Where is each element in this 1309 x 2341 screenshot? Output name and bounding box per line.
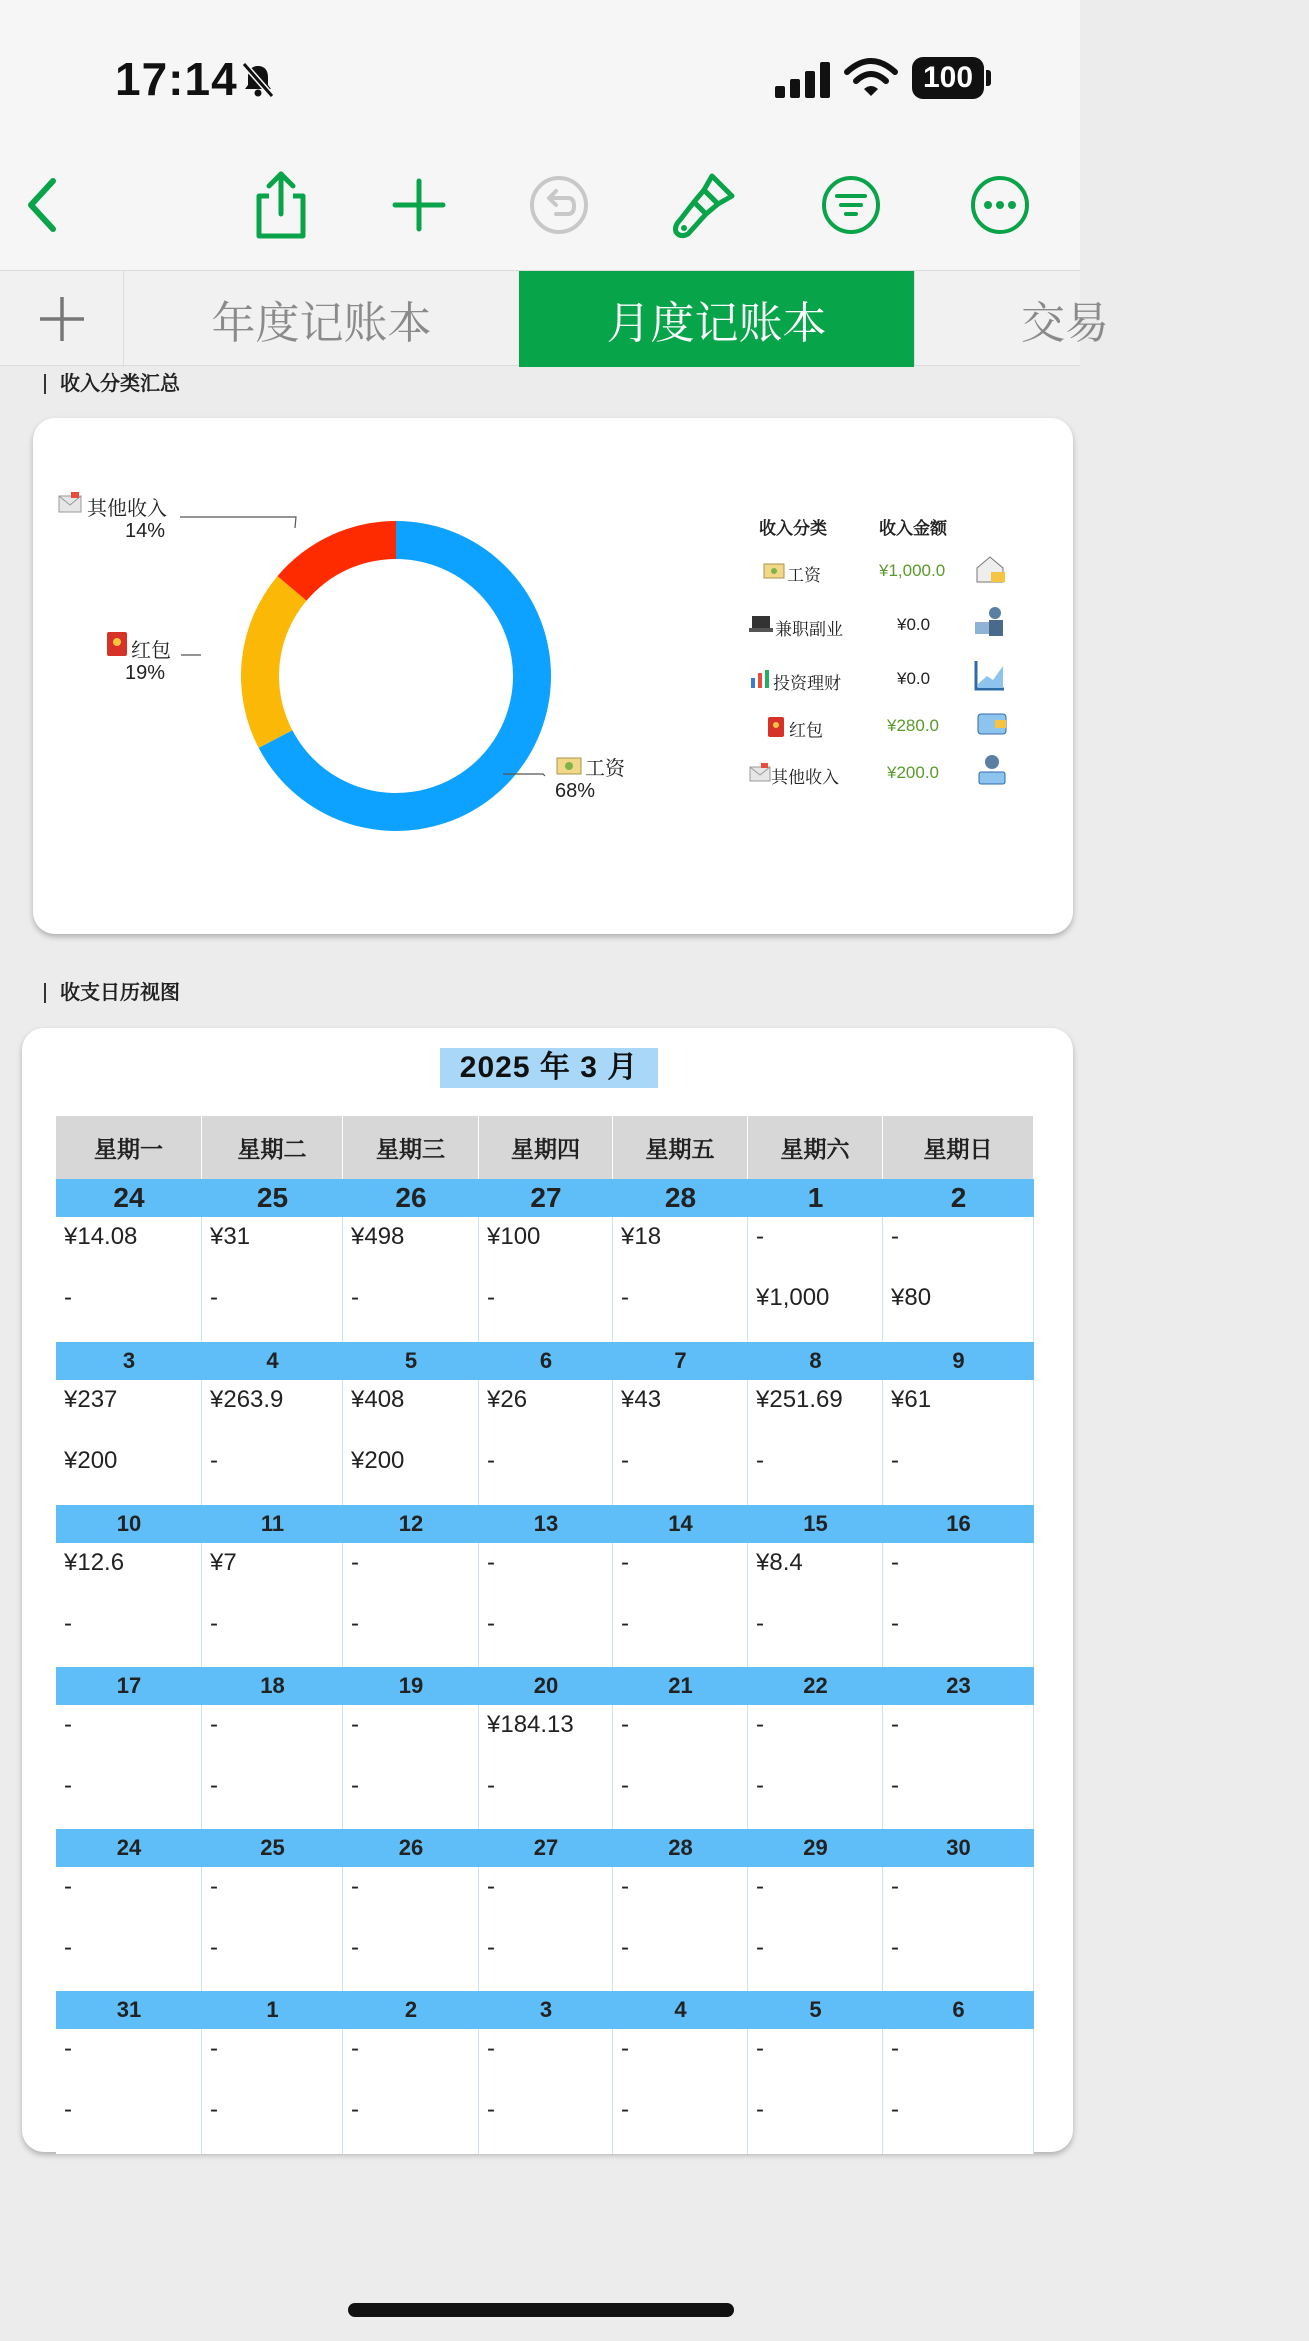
chart-label-name: 其他收入 [87,498,167,520]
day-expense: - [210,2035,218,2062]
day-income: - [210,1934,218,1961]
plus-icon [391,177,447,233]
day-expense: - [756,1223,764,1250]
calendar-day-cell[interactable] [883,1543,1034,1668]
calendar-date[interactable]: 13 [479,1505,613,1543]
day-income: - [64,1934,72,1961]
status-bar [0,0,1080,150]
weekday-header: 星期五 [613,1116,748,1179]
day-income: - [487,1447,495,1474]
tab-transactions[interactable]: 交易 [914,271,1309,367]
day-expense: ¥7 [210,1549,237,1576]
plus-icon [37,294,87,344]
calendar-day-cell[interactable] [748,1380,883,1505]
chart-label-pct: 14% [125,520,166,542]
day-income: - [891,1772,899,1799]
calendar-date[interactable]: 11 [202,1505,343,1543]
day-expense: ¥237 [64,1386,118,1413]
calendar-day-cell[interactable] [202,1543,343,1668]
calendar-date[interactable]: 2 [883,1179,1034,1217]
day-expense: - [621,1711,629,1738]
calendar-day-cell[interactable] [343,1217,479,1342]
share-button[interactable] [246,170,316,240]
add-sheet-button[interactable] [0,271,124,367]
day-income: - [351,1934,359,1961]
filter-button[interactable] [816,170,886,240]
wallet-icon [975,704,1009,738]
calendar-day-cell[interactable] [479,1705,613,1830]
table-header-category: 收入分类 [759,519,827,538]
calendar-day-cell[interactable] [479,1380,613,1505]
back-button[interactable] [6,170,76,240]
day-income: - [891,1610,899,1637]
day-income: - [621,1772,629,1799]
day-expense: ¥100 [487,1223,541,1250]
income-category: 投资理财 [773,674,841,693]
calendar-day-cell[interactable] [613,1705,748,1830]
weekday-header: 星期二 [202,1116,343,1179]
day-expense: - [487,1549,495,1576]
calendar-day-cell[interactable] [883,1705,1034,1830]
day-income: - [756,1447,764,1474]
calendar-date[interactable]: 24 [56,1179,202,1217]
income-section-title: 收入分类汇总 [44,374,180,394]
day-income: ¥200 [351,1447,405,1474]
day-income: - [64,1284,72,1311]
day-income: - [756,2096,764,2123]
calendar-date[interactable]: 30 [883,1829,1034,1867]
calendar-day-cell[interactable] [56,1867,202,1992]
calendar-day-cell[interactable] [56,1705,202,1830]
calendar-date[interactable]: 7 [613,1342,748,1380]
calendar-day-cell[interactable] [883,1867,1034,1992]
calendar-date[interactable]: 14 [613,1505,748,1543]
day-income: - [756,1610,764,1637]
calendar-date[interactable]: 16 [883,1505,1034,1543]
day-income: ¥200 [64,1447,118,1474]
day-income: - [891,1447,899,1474]
income-category: 工资 [787,566,821,585]
more-icon [969,174,1031,236]
day-expense: - [210,1711,218,1738]
calendar-day-cell[interactable] [479,1217,613,1342]
calendar-day-cell[interactable] [748,1867,883,1992]
day-expense: ¥31 [210,1223,251,1250]
day-expense: - [891,1223,899,1250]
table-header-amount: 收入金额 [879,519,947,538]
income-amount: ¥200.0 [887,763,939,782]
office-worker-icon [973,604,1007,638]
undo-icon [528,174,590,236]
day-expense: - [891,1549,899,1576]
day-expense: ¥263.9 [210,1386,284,1413]
calendar-day-cell[interactable] [343,1705,479,1830]
calendar-date[interactable]: 5 [748,1991,883,2029]
calendar-date[interactable]: 20 [479,1667,613,1705]
house-money-icon [973,552,1007,586]
calendar-day-cell[interactable] [56,1543,202,1668]
calendar-date[interactable]: 27 [479,1179,613,1217]
calendar-month-title: 2025 年 3 月 [440,1048,658,1088]
day-expense: - [756,1873,764,1900]
share-icon [251,170,311,240]
calendar-day-cell[interactable] [479,1867,613,1992]
calendar-date[interactable]: 6 [479,1342,613,1380]
weekday-header: 星期四 [479,1116,613,1179]
day-expense: ¥8.4 [756,1549,803,1576]
calendar-date[interactable]: 4 [202,1342,343,1380]
calendar-day-cell[interactable] [748,2029,883,2154]
calendar-day-cell[interactable] [883,1380,1034,1505]
day-income: - [351,1772,359,1799]
laptop-icon [749,614,773,634]
person-laptop-icon [975,752,1009,786]
day-expense: - [351,1711,359,1738]
calendar-date[interactable]: 10 [56,1505,202,1543]
calendar-date[interactable]: 19 [343,1667,479,1705]
day-expense: - [756,1711,764,1738]
chart-label-pct: 19% [125,662,166,684]
envelope-icon [57,490,83,516]
calendar-day-cell[interactable] [748,1543,883,1668]
calendar-day-cell[interactable] [479,1543,613,1668]
day-expense: - [210,1873,218,1900]
calendar-date[interactable]: 24 [56,1829,202,1867]
day-expense: ¥184.13 [487,1711,574,1738]
home-indicator [348,2303,734,2317]
day-expense: - [64,2035,72,2062]
day-income: ¥1,000 [756,1284,830,1311]
day-expense: - [351,2035,359,2062]
calendar-day-cell[interactable] [56,2029,202,2154]
day-expense: ¥26 [487,1386,528,1413]
day-income: - [621,1447,629,1474]
calendar-date[interactable]: 2 [343,1991,479,2029]
calendar-day-cell[interactable] [613,2029,748,2154]
income-card [33,418,1073,934]
calendar-date[interactable]: 8 [748,1342,883,1380]
day-expense: ¥408 [351,1386,405,1413]
income-category: 兼职副业 [775,620,843,639]
day-income: - [621,1610,629,1637]
calendar-date[interactable]: 1 [748,1179,883,1217]
calendar-date[interactable]: 26 [343,1179,479,1217]
calendar-day-cell[interactable] [479,2029,613,2154]
day-income: - [621,1284,629,1311]
calendar-day-cell[interactable] [202,1867,343,1992]
day-income: - [891,1934,899,1961]
calendar-date[interactable]: 28 [613,1829,748,1867]
day-income: - [64,1610,72,1637]
red-envelope-icon [105,630,129,658]
filter-icon [820,174,882,236]
day-income: - [487,2096,495,2123]
weekday-header: 星期日 [883,1116,1034,1179]
calendar-date[interactable]: 3 [479,1991,613,2029]
red-envelope-icon [767,716,785,738]
calendar-date[interactable]: 3 [56,1342,202,1380]
calendar-date[interactable]: 28 [613,1179,748,1217]
cash-icon [555,754,583,778]
day-expense: - [891,2035,899,2062]
day-expense: - [621,1549,629,1576]
day-expense: ¥43 [621,1386,662,1413]
day-income: - [210,1284,218,1311]
weekday-header: 星期一 [56,1116,202,1179]
chart-label-name: 红包 [131,640,171,662]
calendar-date[interactable]: 23 [883,1667,1034,1705]
add-button[interactable] [384,170,454,240]
calendar-day-cell[interactable] [56,1380,202,1505]
day-income: - [351,2096,359,2123]
tab-annual-ledger[interactable]: 年度记账本 [211,299,432,348]
chevron-left-icon [19,175,63,235]
calendar-date[interactable]: 25 [202,1829,343,1867]
day-income: - [621,1934,629,1961]
calendar-date[interactable]: 17 [56,1667,202,1705]
day-income: - [487,1934,495,1961]
envelope-icon [749,762,771,784]
paintbrush-icon [672,170,738,240]
day-expense: ¥12.6 [64,1549,125,1576]
calendar-day-cell[interactable] [343,2029,479,2154]
calendar-date[interactable]: 5 [343,1342,479,1380]
day-expense: ¥61 [891,1386,932,1413]
calendar-day-cell[interactable] [202,1217,343,1342]
calendar-date[interactable]: 15 [748,1505,883,1543]
top-bar [0,0,1080,270]
calendar-day-cell[interactable] [748,1217,883,1342]
calendar-date[interactable]: 12 [343,1505,479,1543]
day-income: - [64,2096,72,2123]
calendar-date[interactable]: 27 [479,1829,613,1867]
status-time: 17:14 [115,53,238,105]
calendar-date[interactable]: 18 [202,1667,343,1705]
calendar-date[interactable]: 1 [202,1991,343,2029]
day-income: - [351,1610,359,1637]
calendar-day-cell[interactable] [202,1705,343,1830]
income-category: 红包 [789,721,823,740]
calendar-day-cell[interactable] [613,1543,748,1668]
calendar-day-cell[interactable] [748,1705,883,1830]
weekday-header: 星期六 [748,1116,883,1179]
undo-button[interactable] [524,170,594,240]
calendar-day-cell[interactable] [202,2029,343,2154]
day-income: - [64,1772,72,1799]
calendar-day-cell[interactable] [883,2029,1034,2154]
day-expense: - [621,2035,629,2062]
day-income: - [351,1284,359,1311]
cash-icon [763,562,785,580]
income-amount: ¥0.0 [897,615,931,634]
day-income: - [756,1934,764,1961]
more-button[interactable] [965,170,1035,240]
calendar-date[interactable]: 21 [613,1667,748,1705]
calendar-date[interactable]: 26 [343,1829,479,1867]
sheet-tabs [0,270,1109,366]
silent-bell-icon [238,60,278,100]
calendar-day-cell[interactable] [613,1867,748,1992]
day-expense: - [891,1711,899,1738]
day-expense: - [756,2035,764,2062]
day-income: - [621,2096,629,2123]
chart-label-pct: 68% [555,780,596,802]
calendar-day-cell[interactable] [613,1380,748,1505]
calendar-day-cell[interactable] [883,1217,1034,1342]
day-expense: - [487,2035,495,2062]
day-expense: - [351,1549,359,1576]
calendar-day-cell[interactable] [343,1867,479,1992]
calendar-day-cell[interactable] [613,1217,748,1342]
calendar-date[interactable]: 6 [883,1991,1034,2029]
calendar-section-title: 收支日历视图 [44,983,180,1003]
day-income: ¥80 [891,1284,932,1311]
day-expense: - [621,1873,629,1900]
calendar-date[interactable]: 22 [748,1667,883,1705]
day-income: - [210,1610,218,1637]
day-expense: - [487,1873,495,1900]
day-expense: ¥251.69 [756,1386,843,1413]
calendar-day-cell[interactable] [56,1217,202,1342]
day-expense: - [891,1873,899,1900]
day-expense: ¥14.08 [64,1223,138,1250]
calendar-date[interactable]: 31 [56,1991,202,2029]
bar-chart-icon [749,668,771,690]
calendar-date[interactable]: 4 [613,1991,748,2029]
day-income: - [487,1610,495,1637]
growth-chart-icon [973,658,1007,692]
weekday-header: 星期三 [343,1116,479,1179]
battery-icon [912,57,992,99]
day-income: - [210,1772,218,1799]
calendar-day-cell[interactable] [343,1380,479,1505]
day-income: - [891,2096,899,2123]
day-expense: - [64,1873,72,1900]
battery-level: 100 [912,57,984,99]
calendar-day-cell[interactable] [202,1380,343,1505]
day-income: - [487,1284,495,1311]
day-expense: - [64,1711,72,1738]
income-amount: ¥0.0 [897,669,931,688]
income-category: 其他收入 [771,768,839,787]
calendar-date[interactable]: 25 [202,1179,343,1217]
calendar-day-cell[interactable] [343,1543,479,1668]
calendar-date[interactable]: 9 [883,1342,1034,1380]
day-income: - [210,1447,218,1474]
day-income: - [487,1772,495,1799]
income-amount: ¥1,000.0 [879,561,946,580]
cellular-signal-icon [775,62,833,98]
day-expense: ¥498 [351,1223,405,1250]
wifi-icon [845,58,897,98]
tab-monthly-ledger[interactable]: 月度记账本 [519,271,914,367]
chart-label-name: 工资 [585,758,625,780]
day-income: - [210,2096,218,2123]
income-amount: ¥280.0 [887,716,939,735]
day-expense: ¥18 [621,1223,662,1250]
format-brush-button[interactable] [670,170,740,240]
day-income: - [756,1772,764,1799]
day-expense: - [351,1873,359,1900]
calendar-date[interactable]: 29 [748,1829,883,1867]
